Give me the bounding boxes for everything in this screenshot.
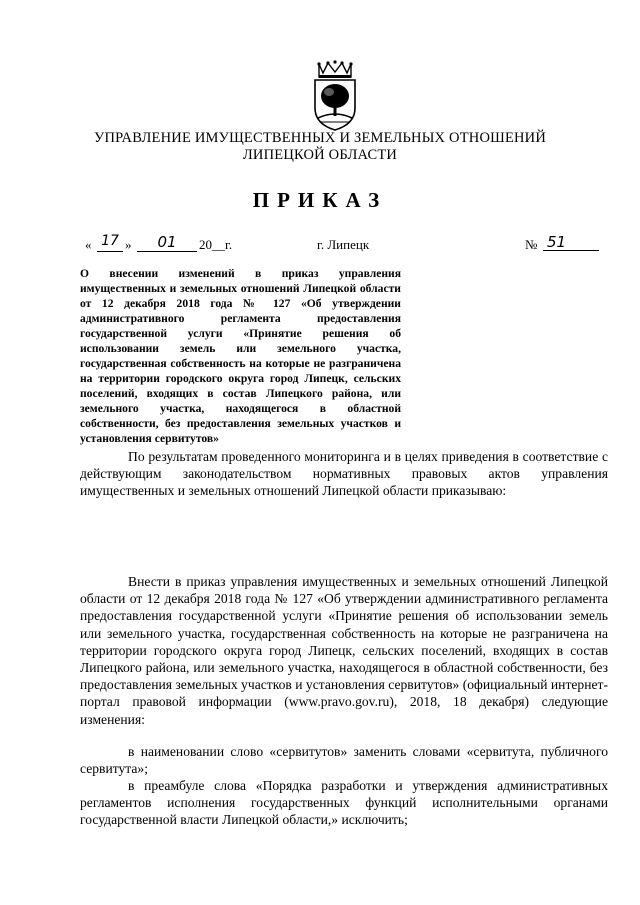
body-paragraph-1: По результатам проведенного мониторинга и в целях приведения в соответствие с действующим законодательством нормативных правовых актов управления имущественных и земельных отношений Липецкой области приказываю: [80,449,608,499]
organization-name-line1: УПРАВЛЕНИЕ ИМУЩЕСТВЕННЫХ И ЗЕМЕЛЬНЫХ ОТНОШЕНИЙ [93,130,547,146]
date-month: 01 [137,233,197,252]
number-sign: № [525,237,538,252]
date-year: 20__г. [199,237,233,252]
body-paragraph-4: в преамбуле слова «Порядка разработки и утверждения административных регламентов исполнения государственных функций исполнительными органами государственной власти Липецкой области,» исключить; [80,778,608,828]
order-number: 51 [543,233,599,251]
document-title: ПРИКАЗ [252,188,388,212]
date-number-line [85,233,605,257]
body-paragraph-2: Внести в приказ управления имущественных и земельных отношений Липецкой области от 12 декабря 2018 года № 127 «Об утверждении административного регламента предоставления государственной услуги «Принятие решения об использовании земель или земельного участка, государственная собственность на которые не разграничена на территории городского округа город Липецк, сельских поселений, входящих в состав Липецкого района, или земельного участка, находящегося в областной собственности, без предоставления земельных участков и установления сервитутов» (официальный интернет-портал правовой информации (www.pravo.gov.ru), 2018, 18 декабря) следующие изменения: [80,574,608,727]
date-day: 17 [97,233,123,252]
date-open-quote: « [85,237,92,252]
order-subject: О внесении изменений в приказ управления имущественных и земельных отношений Липецкой области от 12 декабря 2018 года № 127 «Об утверждении административного регламента предоставления государственной услуги «Принятие решения об использовании земель или земельного участка, государственная собственность на которые не разграничена на территории городского округа город Липецк, сельских поселений, входящих в состав Липецкого района, или земельного участка, находящегося в областной собственности, без предоставления земельных участков и установления сервитутов» [80,267,401,445]
organization-name-line2: ЛИПЕЦКОЙ ОБЛАСТИ [242,147,398,163]
coat-of-arms-icon [305,60,365,132]
city-name: г. Липецк [317,237,370,252]
date-close-quote: » [125,237,132,252]
body-paragraph-3: в наименовании слово «сервитутов» заменить словами «сервитута, публичного сервитута»; [80,744,608,777]
